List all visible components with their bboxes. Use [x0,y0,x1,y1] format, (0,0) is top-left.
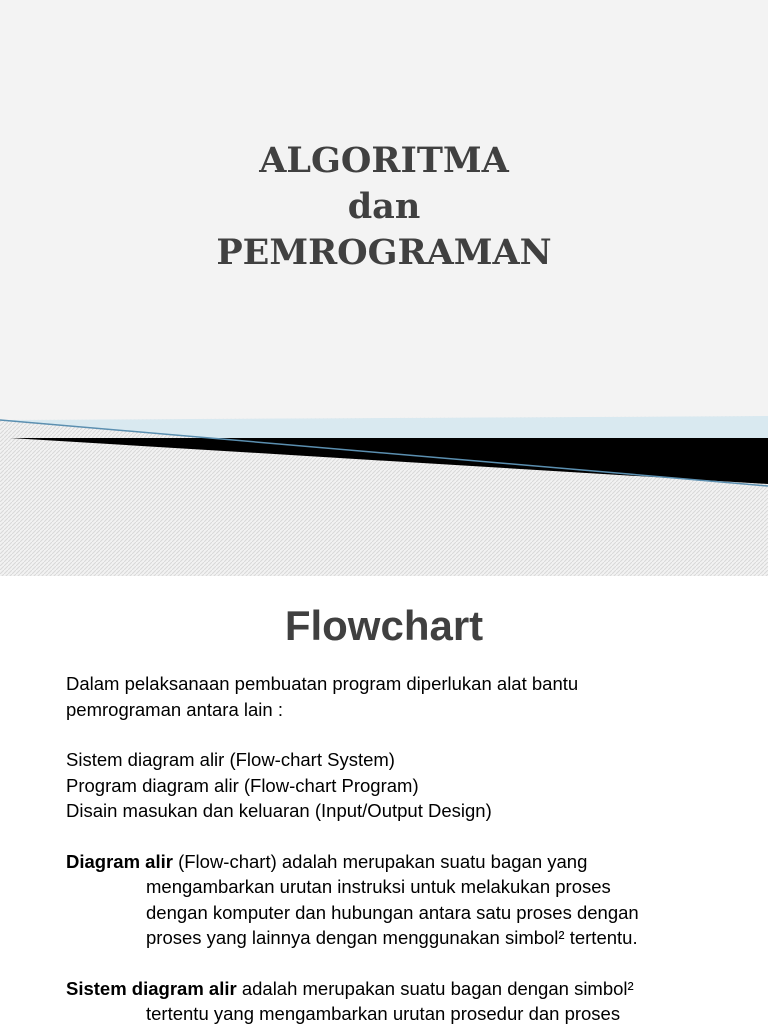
tool-item: Program diagram alir (Flow-chart Program) [66,774,419,796]
slide-title [0,138,768,276]
intro-line-2: pemrograman antara lain : [66,698,283,720]
definition-text: adalah merupakan suatu bagan dengan simbol² [236,977,634,999]
intro-line-1: Dalam pelaksanaan pembuatan program diperlukan alat bantu [66,673,579,694]
definition-line: dengan komputer dan hubungan antara satu proses dengan [146,901,639,923]
tool-item: Sistem diagram alir (Flow-chart System) [66,749,395,770]
definition-text: (Flow-chart) adalah merupakan suatu bagan yang [172,850,588,872]
slide-body [66,671,736,1024]
definition-sistem-diagram-alir [66,976,736,1002]
title-line-1: ALGORITMA [259,140,509,181]
tool-item: Disain masukan dan keluaran (Input/Output Design) [66,800,492,821]
definition-line: proses yang lainnya dengan menggunakan simbol² tertentu. [146,927,638,948]
flowchart-slide [0,576,768,1024]
slide-heading: Flowchart [284,602,484,649]
term-sistem-diagram-alir: Sistem diagram alir [66,977,237,999]
definition-line: mengambarkan urutan instruksi untuk melakukan proses [146,876,611,897]
definition-line: tertentu yang mengambarkan urutan prosedur dan proses [146,1003,621,1024]
title-line-2: dan [347,186,421,227]
title-line-3: PEMROGRAMAN [216,232,552,273]
definition-diagram-alir [66,849,736,875]
term-diagram-alir: Diagram alir [66,850,173,872]
decorative-band [0,410,768,576]
